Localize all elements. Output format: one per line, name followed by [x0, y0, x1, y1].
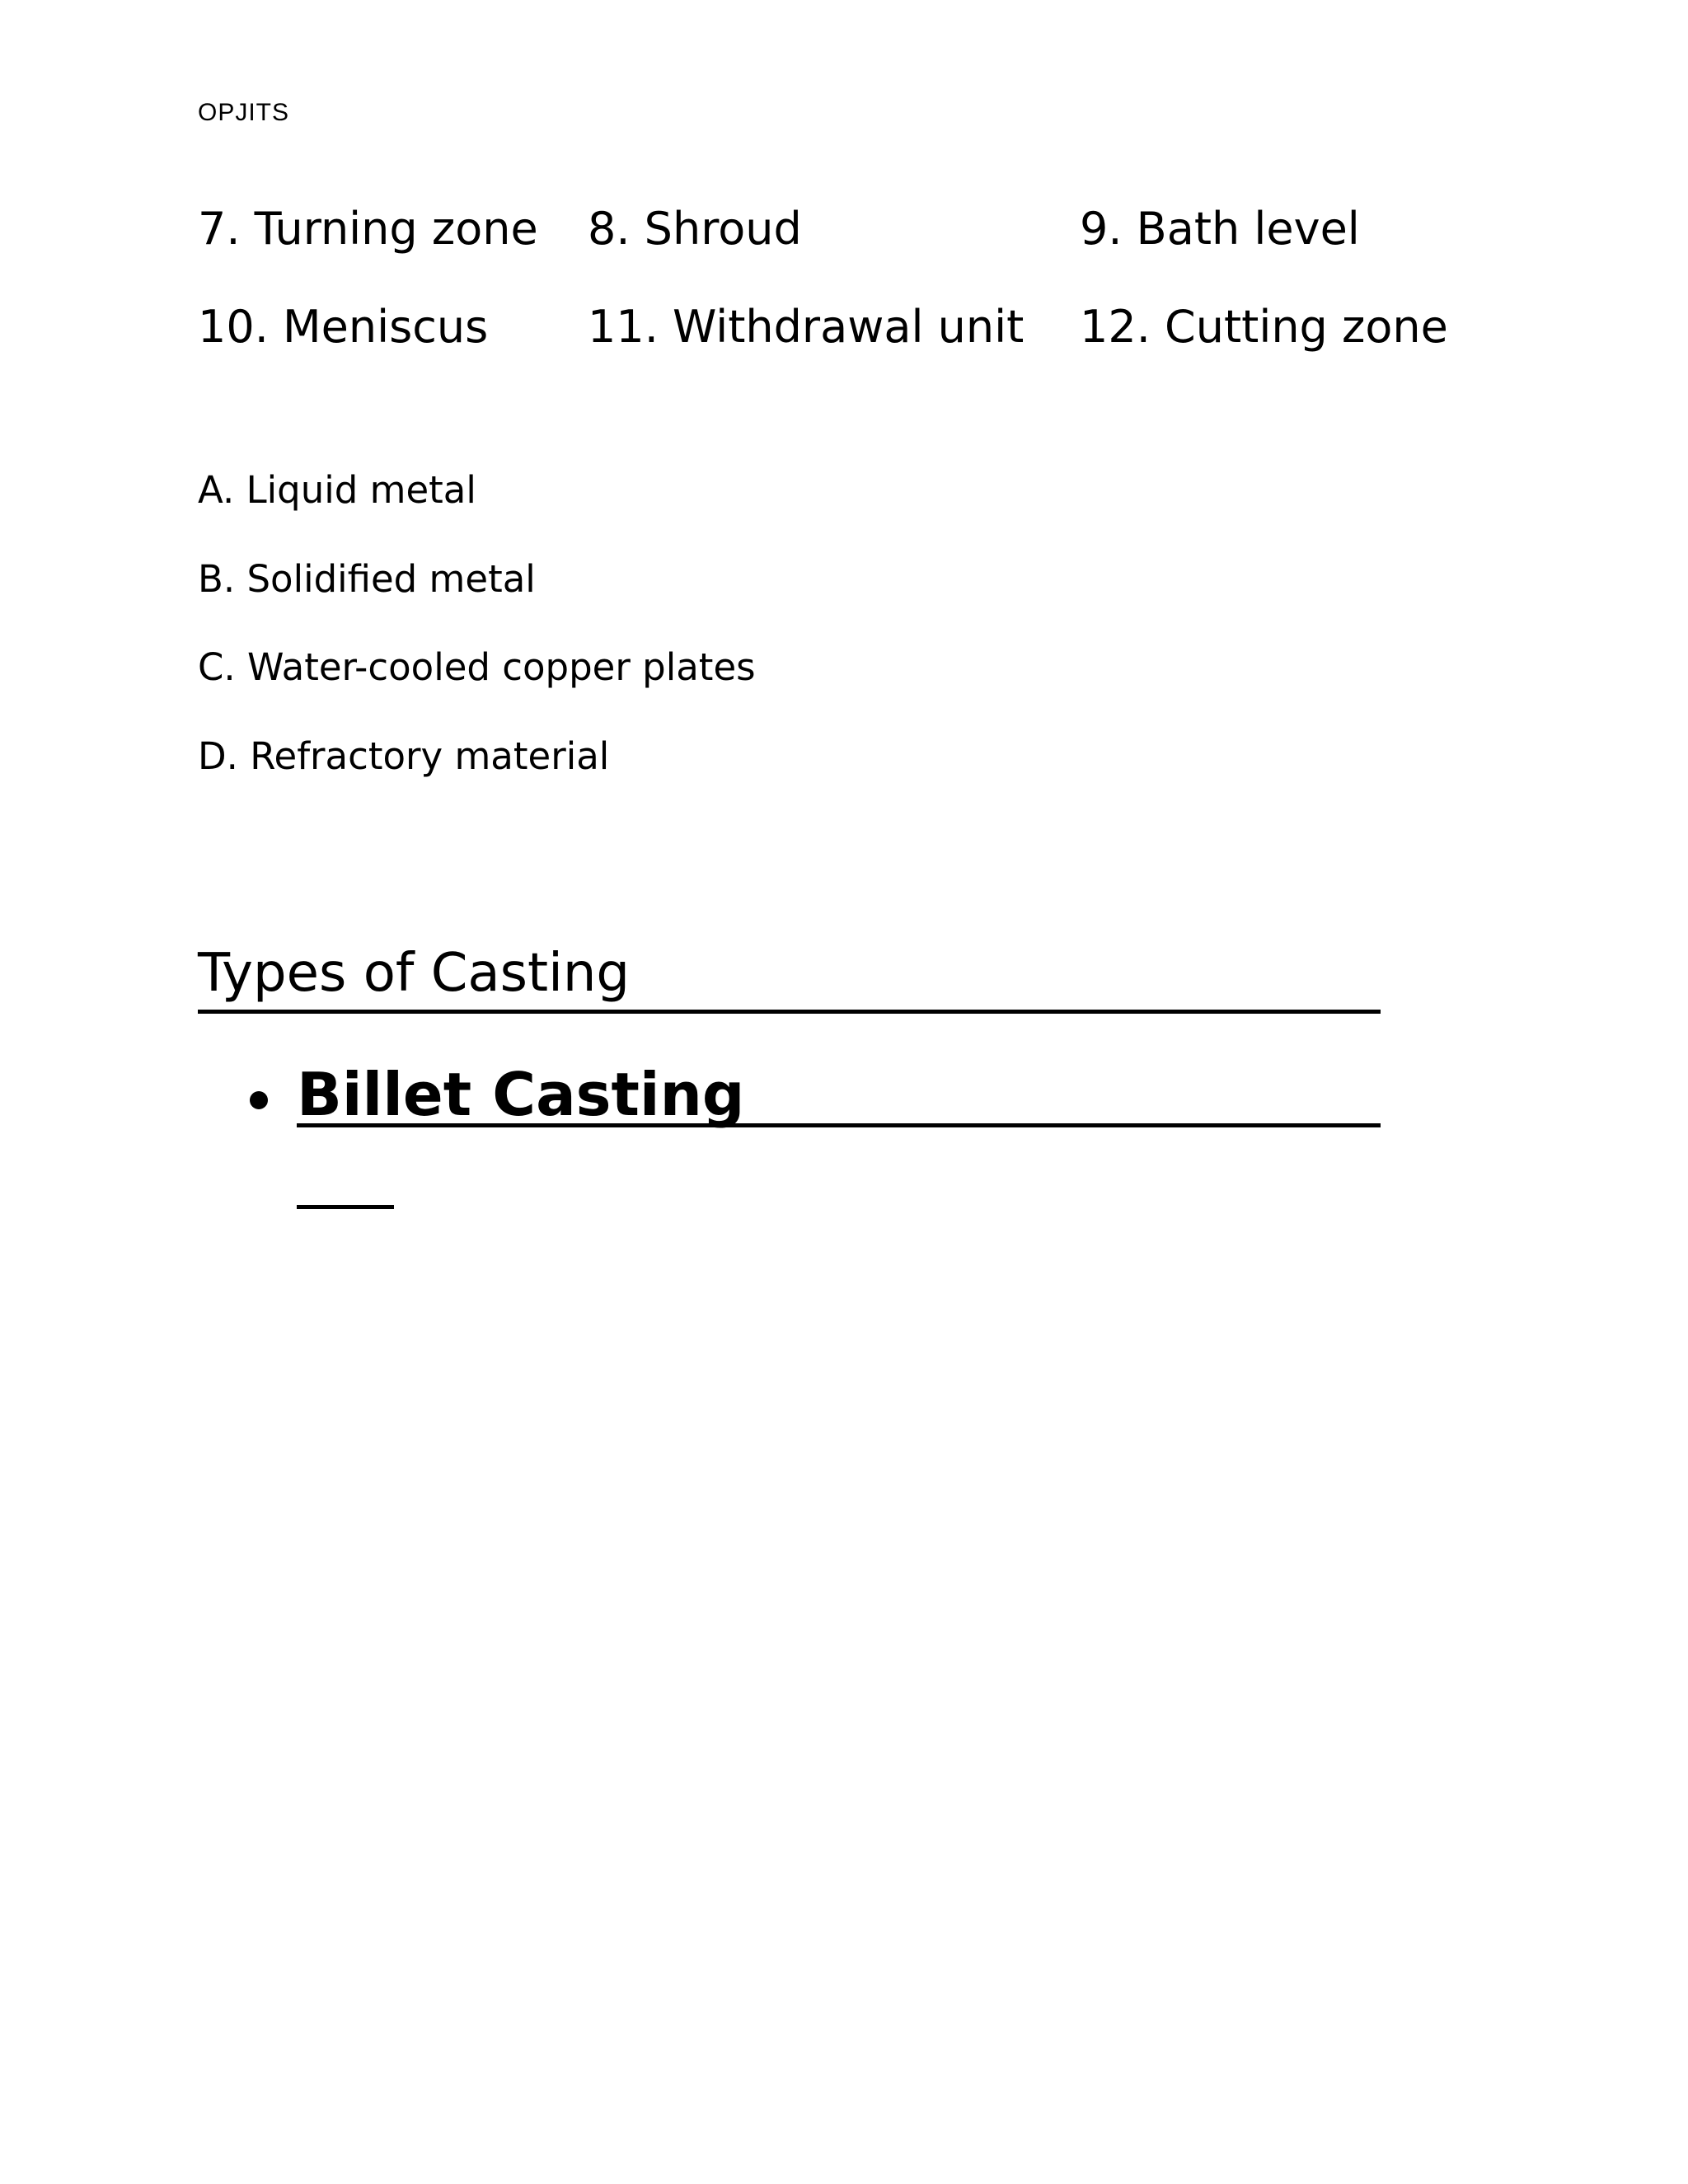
bullet-icon: [250, 1091, 268, 1109]
section-heading: [198, 938, 1381, 1014]
section-heading-underline: [198, 1010, 1381, 1014]
numbered-label: 12. Cutting zone: [1080, 301, 1448, 353]
lettered-label: C. Water-cooled copper plates: [198, 645, 756, 689]
numbered-label: 11. Withdrawal unit: [588, 301, 1025, 353]
page-header: OPJITS: [198, 99, 290, 126]
bullet-underline-continuation: [297, 1205, 394, 1209]
bullet-list-item: [243, 1055, 1381, 1220]
numbered-label: 9. Bath level: [1080, 203, 1360, 255]
section-heading-text: Types of Casting: [198, 943, 631, 1004]
lettered-label: A. Liquid metal: [198, 468, 476, 512]
lettered-label: B. Solidified metal: [198, 557, 536, 601]
bullet-item-text: Billet Casting: [297, 1060, 745, 1129]
numbered-label: 8. Shroud: [588, 203, 802, 255]
numbered-label: 10. Meniscus: [198, 301, 489, 353]
lettered-label: D. Refractory material: [198, 734, 610, 778]
numbered-label: 7. Turning zone: [198, 203, 538, 255]
